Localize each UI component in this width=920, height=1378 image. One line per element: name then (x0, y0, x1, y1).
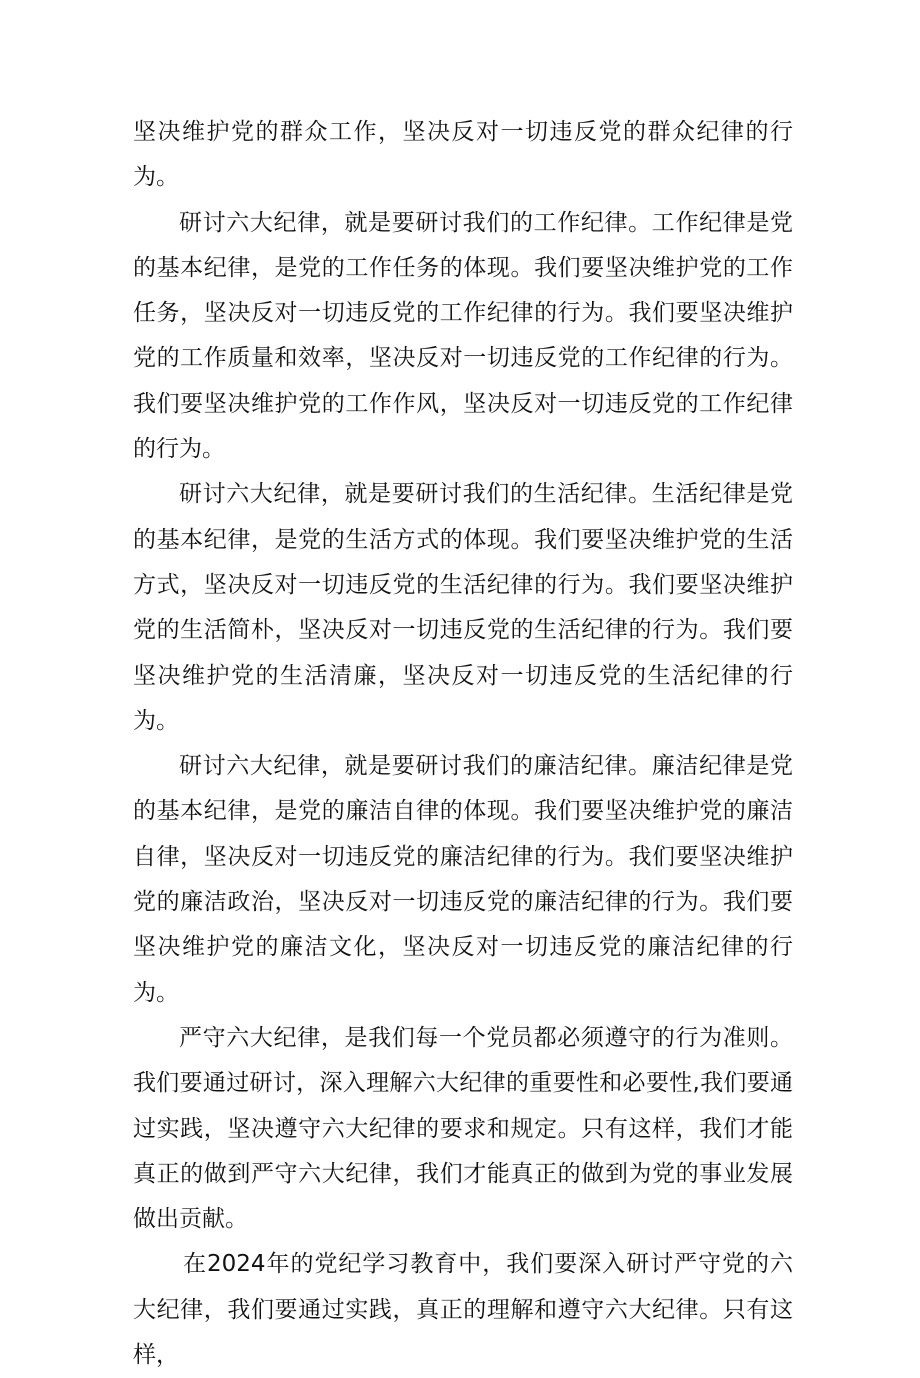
paragraph-2024-education: 在2024年的党纪学习教育中，我们要深入研讨严守党的六大纪律，我们要通过实践，真正的理解和遵守六大纪律。只有这样， (133, 1251, 793, 1369)
paragraph-mass-work-continuation: 坚决维护党的群众工作，坚决反对一切违反党的群众纪律的行为。 (133, 119, 793, 191)
paragraph-integrity-discipline: 研讨六大纪律，就是要研讨我们的廉洁纪律。廉洁纪律是党的基本纪律，是党的廉洁自律的体现。我们要坚决维护党的廉洁自律，坚决反对一切违反党的廉洁纪律的行为。我们要坚决维护党的廉洁政治，坚决反对一切违反党的廉洁纪律的行为。我们要坚决维护党的廉洁文化，坚决反对一切违反党的廉洁纪律的行为。 (133, 753, 793, 1006)
document-body (133, 110, 793, 1378)
paragraph-life-discipline: 研讨六大纪律，就是要研讨我们的生活纪律。生活纪律是党的基本纪律，是党的生活方式的体现。我们要坚决维护党的生活方式，坚决反对一切违反党的生活纪律的行为。我们要坚决维护党的生活简朴，坚决反对一切违反党的生活纪律的行为。我们要坚决维护党的生活清廉，坚决反对一切违反党的生活纪律的行为。 (133, 481, 793, 734)
paragraph-work-discipline: 研讨六大纪律，就是要研讨我们的工作纪律。工作纪律是党的基本纪律，是党的工作任务的体现。我们要坚决维护党的工作任务，坚决反对一切违反党的工作纪律的行为。我们要坚决维护党的工作质量和效率，坚决反对一切违反党的工作纪律的行为。我们要坚决维护党的工作作风，坚决反对一切违反党的工作纪律的行为。 (133, 209, 793, 463)
paragraph-strict-observance: 严守六大纪律，是我们每一个党员都必须遵守的行为准则。我们要通过研讨，深入理解六大纪律的重要性和必要性,我们要通过实践，坚决遵守六大纪律的要求和规定。只有这样，我们才能真正的做到严守六大纪律，我们才能真正的做到为党的事业发展做出贡献。 (133, 1024, 793, 1233)
